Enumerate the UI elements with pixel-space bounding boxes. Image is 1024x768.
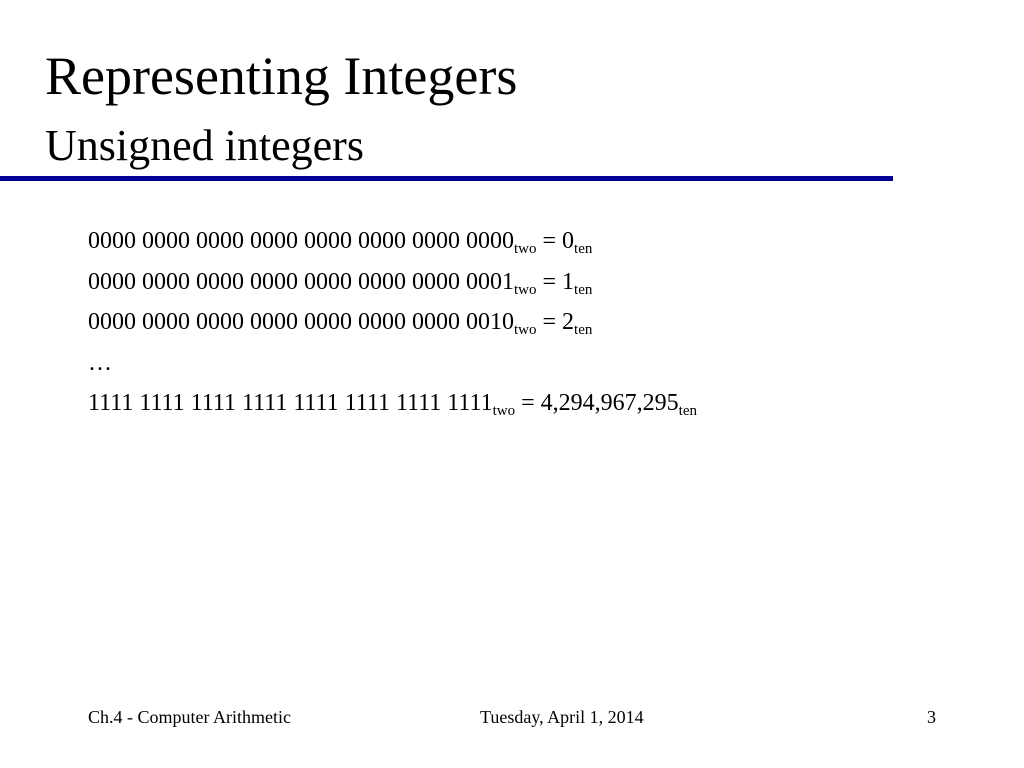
slide-title: Representing Integers bbox=[45, 46, 518, 106]
equals-sign: = bbox=[536, 228, 563, 254]
content-body bbox=[88, 226, 988, 429]
footer-chapter: Ch.4 - Computer Arithmetic bbox=[88, 707, 291, 727]
binary-row-one bbox=[88, 267, 988, 297]
binary-value: 0000 0000 0000 0000 0000 0000 0000 0000 bbox=[88, 228, 514, 254]
equals-sign: = bbox=[515, 390, 541, 416]
title-divider bbox=[0, 176, 893, 181]
binary-value: 1111 1111 1111 1111 1111 1111 1111 1111 bbox=[88, 390, 493, 416]
binary-row-two bbox=[88, 307, 988, 337]
base-label: ten bbox=[678, 403, 697, 419]
base-label: two bbox=[492, 403, 516, 419]
binary-row-max bbox=[88, 388, 988, 418]
decimal-value: 2 bbox=[562, 309, 575, 335]
decimal-value: 0 bbox=[562, 228, 575, 254]
decimal-value: 1 bbox=[562, 268, 575, 295]
footer-page-number: 3 bbox=[927, 707, 936, 727]
ellipsis-row: … bbox=[88, 349, 112, 376]
base-label: ten bbox=[574, 281, 593, 298]
binary-value: 0000 0000 0000 0000 0000 0000 0000 0010 bbox=[88, 309, 514, 335]
binary-row-zero bbox=[88, 226, 988, 256]
decimal-value: 4,294,967,295 bbox=[540, 390, 679, 416]
base-label: ten bbox=[574, 241, 593, 257]
footer-date: Tuesday, April 1, 2014 bbox=[480, 707, 644, 727]
base-label: two bbox=[514, 322, 537, 338]
slide-subtitle: Unsigned integers bbox=[45, 121, 364, 170]
binary-value: 0000 0000 0000 0000 0000 0000 0000 0001 bbox=[88, 268, 514, 295]
base-label: two bbox=[514, 281, 537, 298]
equals-sign: = bbox=[536, 268, 563, 295]
base-label: ten bbox=[574, 322, 593, 338]
equals-sign: = bbox=[536, 309, 563, 335]
base-label: two bbox=[514, 241, 537, 257]
